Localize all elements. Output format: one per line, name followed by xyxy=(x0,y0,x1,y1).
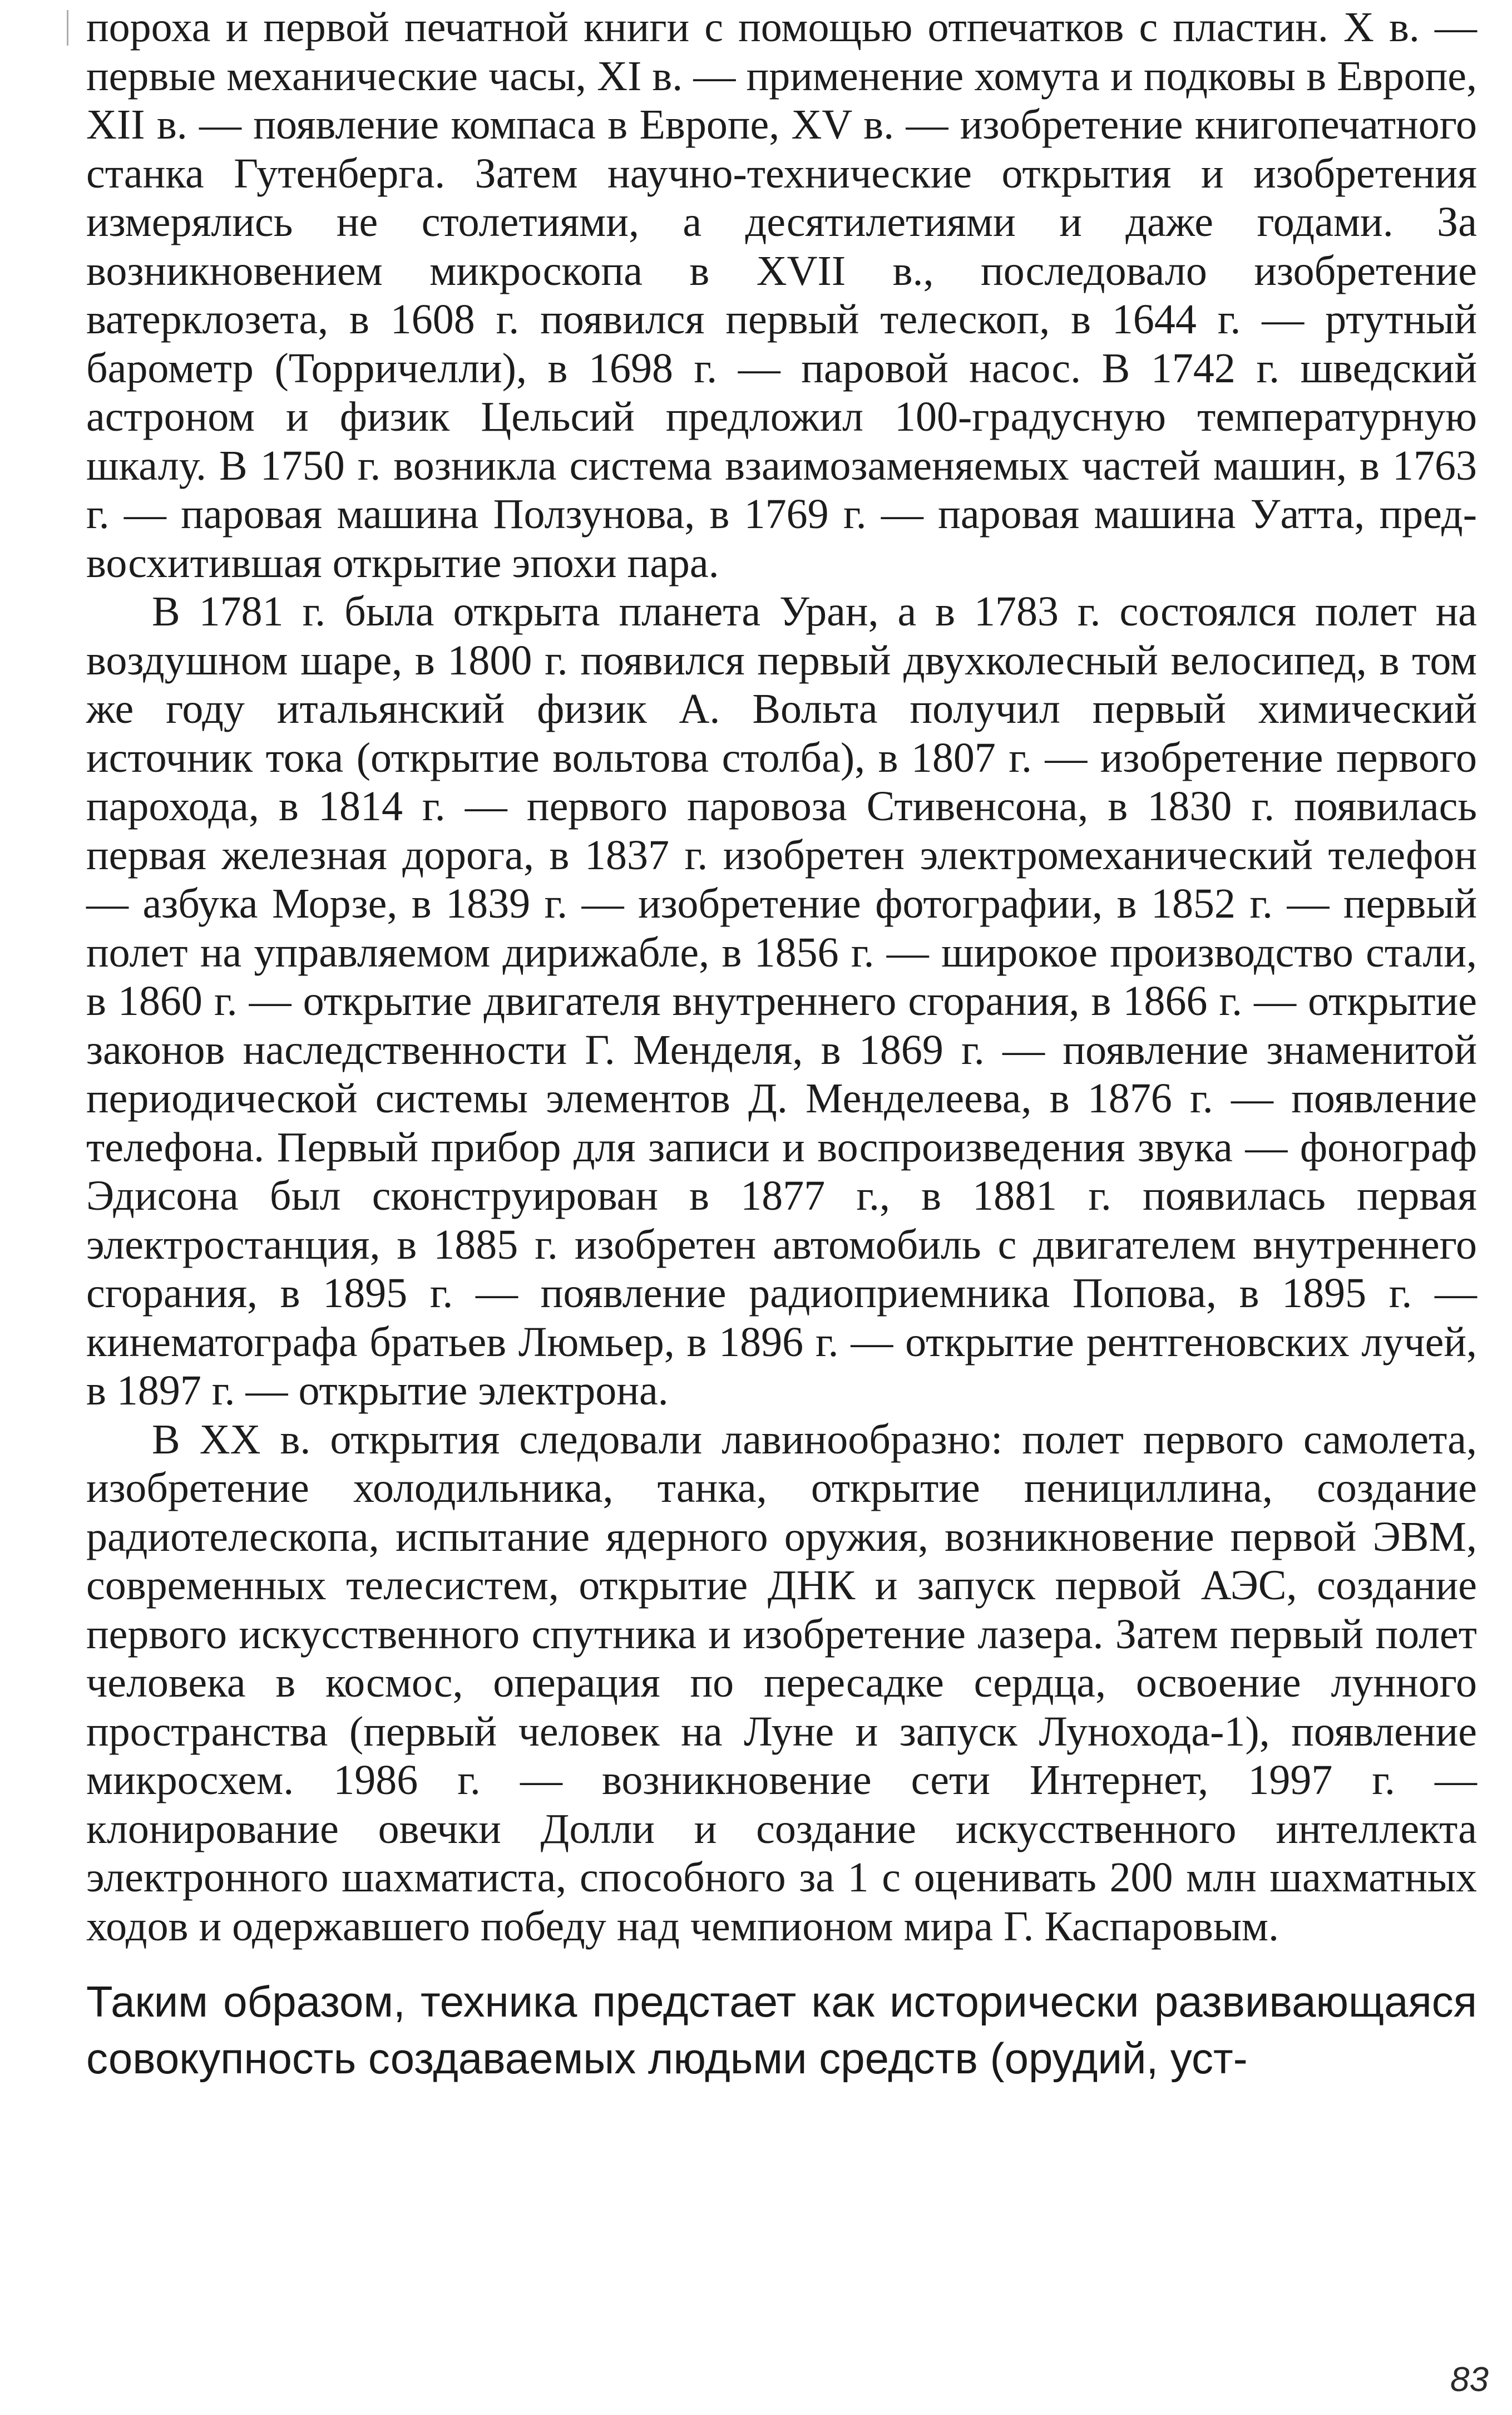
text-body xyxy=(86,0,1477,2087)
paragraph-19th-century: В 1781 г. была открыта планета Уран, а в 1783 г. состоялся полет на воздушном шаре, в 1800 г. появился первый двухколесный велосипед, в том же году итальянский физик А. Вольта получил первый химический источник тока (открытие вольтова столба), в 1807 г. — изобретение первого парохода, в 1814 г. — первого паровоза Стивенсона, в 1830 г. появилась первая железная дорога, в 1837 г. изобретен электромеханический телефон — азбука Морзе, в 1839 г. — изобретение фотографии, в 1852 г. — первый полет на управляемом дирижабле, в 1856 г. — широкое производство стали, в 1860 г. — открытие двигателя внутреннего сгорания, в 1866 г. — открытие законов наследственности Г. Менделя, в 1869 г. — появление знаменитой периодической системы элементов Д. Менделеева, в 1876 г. — появление телефона. Первый прибор для записи и воспроизведения звука — фонограф Эдисона был сконструирован в 1877 г., в 1881 г. появилась первая электростанция, в 1885 г. изобретен автомобиль с двигателем внутреннего сгорания, в 1895 г. — появление радиоприемника Попова, в 1895 г. — кинематографа братьев Люмьер, в 1896 г. — открытие рентгеновских лучей, в 1897 г. — открытие электрона. xyxy=(86,588,1477,1414)
scan-artifact xyxy=(67,10,68,46)
page-number: 83 xyxy=(1450,2360,1489,2399)
paragraph-continuation: пороха и первой печатной книги с помощью отпечатков с пластин. X в. — первые механические часы, XI в. — применение хомута и подковы в Европе, XII в. — появление компаса в Европе, XV в. — изобретение книгопечатного станка Гутенберга. Затем научно-технические открытия и изобретения измерялись не столетиями, а десятилетиями и даже годами. За возникновением микроскопа в XVII в., последовало изобретение ватерклозета, в 1608 г. появился первый телескоп, в 1644 г. — ртутный барометр (Торричелли), в 1698 г. — паровой насос. В 1742 г. шведский астроном и физик Цельсий предложил 100-градусную температурную шкалу. В 1750 г. возникла система взаимозаменяемых частей машин, в 1763 г. — паровая машина Ползунова, в 1769 г. — паровая машина Уатта, предвосхитившая открытие эпохи пара. xyxy=(86,4,1477,586)
paragraph-20th-century: В XX в. открытия следовали лавинообразно: полет первого самолета, изобретение холодильника, танка, открытие пенициллина, создание радиотелескопа, испытание ядерного оружия, возникновение первой ЭВМ, современных телесистем, открытие ДНК и запуск первой АЭС, создание первого искусственного спутника и изобретение лазера. Затем первый полет человека в космос, операция по пересадке сердца, освоение лунного пространства (первый человек на Луне и запуск Лунохода-1), появление микросхем. 1986 г. — возникновение сети Интернет, 1997 г. — клонирование овечки Долли и создание искусственного интеллекта электронного шахматиста, способного за 1 с оценивать 200 млн шахматных ходов и одержавшего победу над чемпионом мира Г. Каспаровым. xyxy=(86,1416,1477,1950)
paragraph-conclusion: Таким образом, техника предстает как исторически развивающаяся совокупность создаваемых людьми средств (орудий, уст- xyxy=(86,1977,1477,2083)
